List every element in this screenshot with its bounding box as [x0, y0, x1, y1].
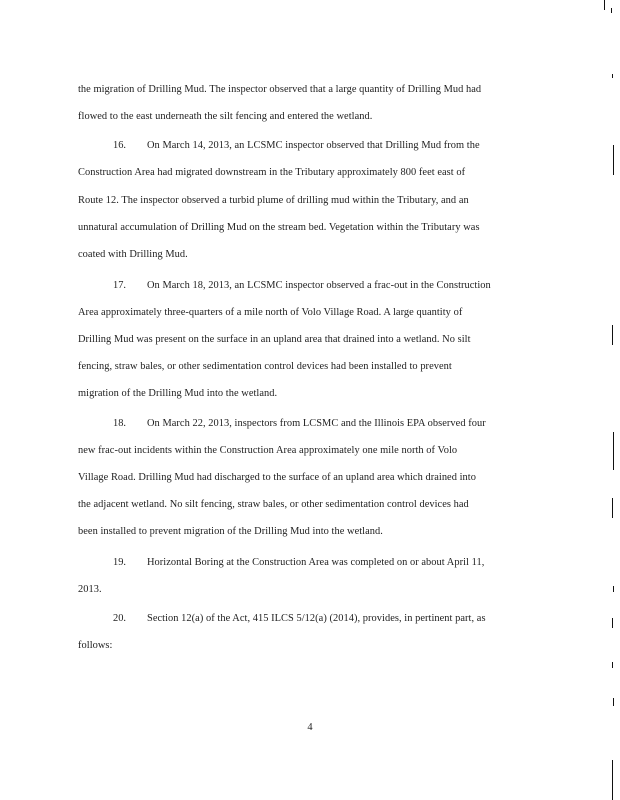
paragraph-line: follows: [78, 640, 113, 651]
scan-mark [612, 662, 613, 668]
scan-mark [612, 618, 613, 628]
paragraph-line: been installed to prevent migration of the Drilling Mud into the wetland. [78, 526, 383, 537]
scan-mark [612, 325, 613, 345]
paragraph-line: Drilling Mud was present on the surface in an upland area that drained into a wetland. No silt [78, 334, 471, 345]
paragraph-15-line: the migration of Drilling Mud. The inspector observed that a large quantity of Drilling Mud had [78, 84, 482, 95]
scan-mark [611, 8, 612, 13]
paragraph-line: 2013. [78, 584, 102, 595]
paragraph-line: the adjacent wetland. No silt fencing, straw bales, or other sedimentation control devices had [78, 499, 469, 510]
scan-mark [604, 0, 605, 10]
paragraph-line: Route 12. The inspector observed a turbid plume of drilling mud within the Tributary, and an [78, 195, 469, 206]
paragraph-line: unnatural accumulation of Drilling Mud on the stream bed. Vegetation within the Tributary was [78, 222, 480, 233]
paragraph-line: On March 14, 2013, an LCSMC inspector observed that Drilling Mud from the [147, 140, 480, 151]
paragraph-line: Village Road. Drilling Mud had discharged to the surface of an upland area which drained into [78, 472, 476, 483]
scan-mark [612, 74, 613, 78]
scan-mark [612, 498, 613, 518]
paragraph-line: coated with Drilling Mud. [78, 249, 188, 260]
paragraph-line: migration of the Drilling Mud into the wetland. [78, 388, 278, 399]
scan-mark [613, 432, 614, 470]
paragraph-number: 20. [113, 613, 126, 624]
paragraph-line: Section 12(a) of the Act, 415 ILCS 5/12(a) (2014), provides, in pertinent part, as [147, 613, 486, 624]
paragraph-line: Construction Area had migrated downstream in the Tributary approximately 800 feet east of [78, 167, 466, 178]
paragraph-number: 18. [113, 418, 126, 429]
paragraph-line: Area approximately three-quarters of a mile north of Volo Village Road. A large quantity of [78, 307, 463, 318]
paragraph-number: 19. [113, 557, 126, 568]
paragraph-line: Horizontal Boring at the Construction Area was completed on or about April 11, [147, 557, 485, 568]
paragraph-15-line: flowed to the east underneath the silt fencing and entered the wetland. [78, 111, 373, 122]
paragraph-number: 17. [113, 280, 126, 291]
page-number: 4 [307, 722, 313, 733]
paragraph-line: fencing, straw bales, or other sedimentation control devices had been installed to prevent [78, 361, 452, 372]
scan-mark [613, 698, 614, 706]
scan-mark [612, 760, 613, 800]
paragraph-line: new frac-out incidents within the Construction Area approximately one mile north of Volo [78, 445, 458, 456]
paragraph-line: On March 22, 2013, inspectors from LCSMC and the Illinois EPA observed four [147, 418, 486, 429]
scan-mark [613, 145, 614, 175]
paragraph-line: On March 18, 2013, an LCSMC inspector observed a frac-out in the Construction [147, 280, 491, 291]
scan-mark [613, 586, 614, 592]
paragraph-number: 16. [113, 140, 126, 151]
